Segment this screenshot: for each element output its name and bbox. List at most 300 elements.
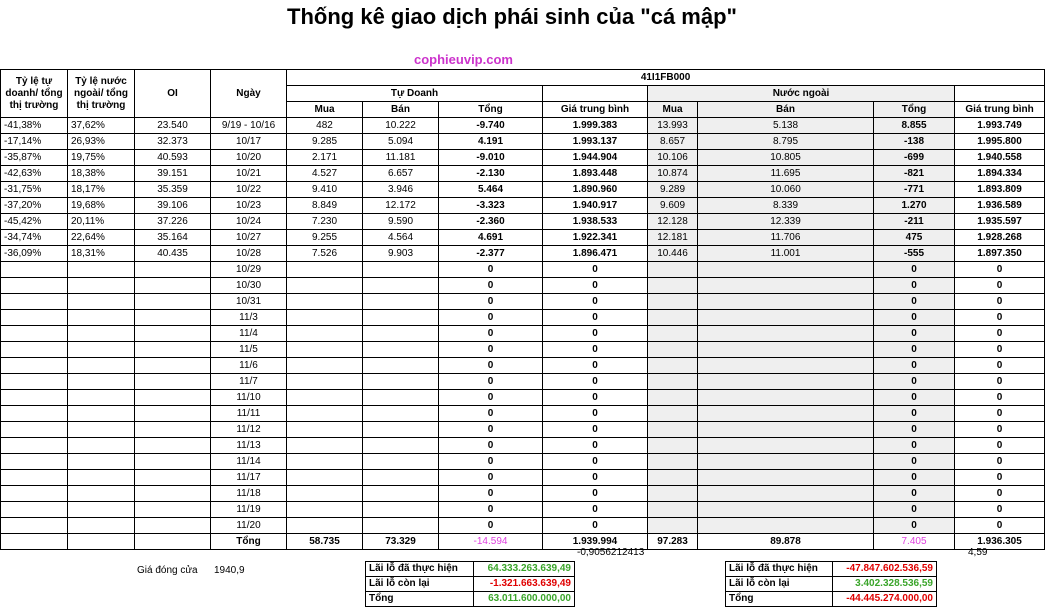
prop-buy-cell (287, 438, 363, 454)
date-cell: 11/11 (211, 406, 287, 422)
foreign-avg-cell: 0 (955, 342, 1045, 358)
header-prop-ratio: Tỷ lệ tự doanh/ tổng thị trường (1, 70, 68, 118)
foreign-avg-cell: 1.936.589 (955, 198, 1045, 214)
prop-sell-cell: 12.172 (363, 198, 439, 214)
prop-buy-cell: 7.230 (287, 214, 363, 230)
header-date: Ngày (211, 70, 287, 118)
prop-buy-cell (287, 486, 363, 502)
table-row (1, 150, 1045, 166)
header-prop-buy: Mua (287, 102, 363, 118)
foreign-sell-cell: 8.795 (698, 134, 874, 150)
table-row (1, 390, 1045, 406)
oi-cell (135, 294, 211, 310)
foreign-total-cell: 0 (874, 406, 955, 422)
prop-ratio-cell (1, 374, 68, 390)
table-row (1, 358, 1045, 374)
foreign-total-cell: 8.855 (874, 118, 955, 134)
foreign-sell-cell (698, 294, 874, 310)
oi-cell (135, 406, 211, 422)
prop-total-cell: -2.360 (439, 214, 543, 230)
prop-sell-cell (363, 358, 439, 374)
foreign-sell-cell (698, 438, 874, 454)
foreign-total-cell: 0 (874, 358, 955, 374)
prop-sell-cell (363, 406, 439, 422)
foreign-buy-cell (648, 438, 698, 454)
prop-ratio-cell (1, 502, 68, 518)
foreign-buy-cell: 12.128 (648, 214, 698, 230)
table-row (1, 374, 1045, 390)
header-foreign-ratio: Tỷ lệ nước ngoài/ tổng thị trường (68, 70, 135, 118)
foreign-sell-cell (698, 502, 874, 518)
foreign-avg-cell: 1.894.334 (955, 166, 1045, 182)
closing-price-value: 1940,9 (214, 565, 245, 576)
prop-buy-cell (287, 390, 363, 406)
foreign-ratio-cell: 18,31% (68, 246, 135, 262)
prop-avg-cell: 0 (543, 454, 648, 470)
foreign-ratio-cell (68, 486, 135, 502)
foreign-ratio-cell (68, 310, 135, 326)
prop-avg-cell: 0 (543, 518, 648, 534)
prop-buy-cell (287, 470, 363, 486)
foreign-ratio-cell (68, 262, 135, 278)
table-row (1, 518, 1045, 534)
table-row (1, 166, 1045, 182)
foreign-total-label: Tổng (726, 592, 833, 607)
foreign-buy-cell (648, 342, 698, 358)
prop-avg-cell: 0 (543, 422, 648, 438)
foreign-ratio-cell: 20,11% (68, 214, 135, 230)
prop-avg-cell: 1.896.471 (543, 246, 648, 262)
foreign-total-cell: -699 (874, 150, 955, 166)
prop-buy-cell (287, 502, 363, 518)
foreign-buy-cell (648, 422, 698, 438)
prop-buy-cell (287, 278, 363, 294)
prop-avg-cell: 0 (543, 342, 648, 358)
table-row (1, 294, 1045, 310)
prop-avg-cell: 0 (543, 470, 648, 486)
table-row (1, 502, 1045, 518)
prop-avg-cell: 1.993.137 (543, 134, 648, 150)
prop-avg-cell: 0 (543, 358, 648, 374)
foreign-buy-cell (648, 390, 698, 406)
prop-total-cell: 0 (439, 374, 543, 390)
date-cell: 11/18 (211, 486, 287, 502)
foreign-ratio-cell: 37,62% (68, 118, 135, 134)
prop-sell-cell (363, 518, 439, 534)
prop-avg-cell: 0 (543, 374, 648, 390)
table-row (1, 486, 1045, 502)
foreign-buy-cell (648, 310, 698, 326)
prop-total-cell: 0 (439, 390, 543, 406)
date-cell: 9/19 - 10/16 (211, 118, 287, 134)
foreign-avg-cell: 0 (955, 374, 1045, 390)
foreign-ratio-cell: 22,64% (68, 230, 135, 246)
prop-avg-cell: 0 (543, 278, 648, 294)
foreign-sell-cell (698, 342, 874, 358)
prop-total-cell: 4.191 (439, 134, 543, 150)
foreign-ratio-cell: 19,75% (68, 150, 135, 166)
table-row (1, 406, 1045, 422)
prop-total-cell: 4.691 (439, 230, 543, 246)
prop-buy-cell: 9.255 (287, 230, 363, 246)
date-cell: 11/3 (211, 310, 287, 326)
foreign-sell-cell: 11.001 (698, 246, 874, 262)
prop-buy-cell (287, 518, 363, 534)
prop-sell-cell: 4.564 (363, 230, 439, 246)
header-foreign-sell: Bán (698, 102, 874, 118)
oi-cell (135, 470, 211, 486)
header-foreign-buy: Mua (648, 102, 698, 118)
prop-total-cell: 0 (439, 486, 543, 502)
site-link[interactable]: cophieuvip.com (414, 52, 513, 67)
foreign-avg-cell: 1.940.558 (955, 150, 1045, 166)
foreign-buy-cell: 10.106 (648, 150, 698, 166)
foreign-total-cell: 0 (874, 518, 955, 534)
prop-ratio-cell (1, 470, 68, 486)
oi-cell: 23.540 (135, 118, 211, 134)
header-foreign: Nước ngoài (648, 86, 955, 102)
foreign-avg-cell: 0 (955, 406, 1045, 422)
foreign-sell-cell (698, 358, 874, 374)
prop-sell-cell: 11.181 (363, 150, 439, 166)
prop-sell-cell (363, 470, 439, 486)
foreign-sell-cell (698, 326, 874, 342)
prop-ratio-cell (1, 310, 68, 326)
prop-total-cell: 0 (439, 310, 543, 326)
prop-total-cell: -9.010 (439, 150, 543, 166)
foreign-total-cell: -138 (874, 134, 955, 150)
table-row (1, 326, 1045, 342)
foreign-total-cell: 0 (874, 374, 955, 390)
oi-cell (135, 278, 211, 294)
prop-buy-cell (287, 454, 363, 470)
foreign-buy-cell: 10.874 (648, 166, 698, 182)
prop-total-cell: 0 (439, 358, 543, 374)
date-cell: 11/17 (211, 470, 287, 486)
foreign-buy-cell (648, 358, 698, 374)
foreign-buy-cell: 13.993 (648, 118, 698, 134)
foreign-avg-cell: 0 (955, 518, 1045, 534)
foreign-buy-cell: 12.181 (648, 230, 698, 246)
prop-avg-cell: 0 (543, 310, 648, 326)
foreign-realized-label: Lãi lỗ đã thực hiện (726, 562, 833, 577)
prop-total-cell: -9.740 (439, 118, 543, 134)
totals-row (1, 534, 1045, 550)
foreign-ratio-cell (68, 518, 135, 534)
date-cell: 11/13 (211, 438, 287, 454)
header-foreign-total: Tổng (874, 102, 955, 118)
prop-ratio-cell (1, 278, 68, 294)
header-prop-sell: Bán (363, 102, 439, 118)
header-prop-trading: Tự Doanh (287, 86, 543, 102)
prop-ratio-cell (1, 326, 68, 342)
foreign-open-value: 3.402.328.536,59 (832, 577, 936, 592)
oi-cell (135, 326, 211, 342)
prop-buy-cell (287, 310, 363, 326)
foreign-total-cell: 0 (874, 390, 955, 406)
foreign-total-cell: -211 (874, 214, 955, 230)
foreign-buy-cell (648, 278, 698, 294)
foreign-ratio-cell: 26,93% (68, 134, 135, 150)
prop-avg-cell: 0 (543, 326, 648, 342)
foreign-ratio-cell (68, 342, 135, 358)
page-title: Thống kê giao dịch phái sinh của "cá mập" (287, 4, 737, 29)
prop-buy-cell: 8.849 (287, 198, 363, 214)
prop-total-cell: 0 (439, 262, 543, 278)
prop-total-cell: 0 (439, 518, 543, 534)
foreign-buy-cell (648, 294, 698, 310)
prop-pnl-table (365, 561, 575, 607)
prop-buy-cell (287, 342, 363, 358)
foreign-buy-cell (648, 454, 698, 470)
date-cell: 11/10 (211, 390, 287, 406)
prop-sell-cell (363, 262, 439, 278)
prop-avg-cell: 0 (543, 438, 648, 454)
prop-ratio-cell: -37,20% (1, 198, 68, 214)
prop-buy-cell: 9.285 (287, 134, 363, 150)
foreign-avg-cell: 0 (955, 310, 1045, 326)
prop-realized-label: Lãi lỗ đã thực hiện (366, 562, 474, 577)
totals-foreign-buy: 97.283 (648, 534, 698, 550)
foreign-total-cell: 475 (874, 230, 955, 246)
prop-sell-cell (363, 454, 439, 470)
prop-total-cell: 0 (439, 422, 543, 438)
foreign-sell-cell: 5.138 (698, 118, 874, 134)
oi-cell (135, 502, 211, 518)
prop-total-cell: 0 (439, 326, 543, 342)
foreign-total-cell: 0 (874, 454, 955, 470)
prop-avg-cell: 1.999.383 (543, 118, 648, 134)
prop-ratio-cell (1, 294, 68, 310)
prop-sell-cell (363, 374, 439, 390)
oi-cell (135, 518, 211, 534)
foreign-avg-cell: 0 (955, 454, 1045, 470)
prop-total-cell: -2.377 (439, 246, 543, 262)
foreign-avg-cell: 1.928.268 (955, 230, 1045, 246)
date-cell: 10/17 (211, 134, 287, 150)
oi-cell (135, 262, 211, 278)
prop-open-label: Lãi lỗ còn lại (366, 577, 474, 592)
prop-buy-cell (287, 374, 363, 390)
prop-buy-cell: 9.410 (287, 182, 363, 198)
foreign-ratio-cell (68, 358, 135, 374)
prop-avg-cell: 0 (543, 486, 648, 502)
oi-cell: 32.373 (135, 134, 211, 150)
prop-sell-cell: 6.657 (363, 166, 439, 182)
foreign-ratio-cell: 18,38% (68, 166, 135, 182)
foreign-avg-cell: 0 (955, 438, 1045, 454)
prop-ratio-cell (1, 486, 68, 502)
header-oi: OI (135, 70, 211, 118)
prop-avg-cell: 0 (543, 294, 648, 310)
prop-total-cell: 0 (439, 294, 543, 310)
date-cell: 10/23 (211, 198, 287, 214)
foreign-total-value: -44.445.274.000,00 (832, 592, 936, 607)
prop-sell-cell: 9.590 (363, 214, 439, 230)
foreign-total-cell: 0 (874, 470, 955, 486)
date-cell: 11/19 (211, 502, 287, 518)
foreign-ratio-cell (68, 454, 135, 470)
foreign-sell-cell (698, 310, 874, 326)
table-row (1, 230, 1045, 246)
prop-avg-cell: 1.922.341 (543, 230, 648, 246)
oi-cell (135, 486, 211, 502)
foreign-sell-cell (698, 518, 874, 534)
prop-avg-cell: 0 (543, 390, 648, 406)
foreign-avg-cell: 0 (955, 278, 1045, 294)
prop-total-cell: -2.130 (439, 166, 543, 182)
oi-cell: 39.151 (135, 166, 211, 182)
foreign-buy-cell (648, 502, 698, 518)
prop-ratio-cell (1, 262, 68, 278)
prop-avg-cell: 0 (543, 502, 648, 518)
foreign-avg-cell: 0 (955, 422, 1045, 438)
foreign-buy-cell (648, 326, 698, 342)
foreign-avg-cell: 0 (955, 262, 1045, 278)
prop-buy-cell (287, 294, 363, 310)
prop-sell-cell (363, 278, 439, 294)
derivatives-table (0, 69, 1045, 550)
prop-buy-cell (287, 326, 363, 342)
date-cell: 10/29 (211, 262, 287, 278)
prop-open-value: -1.321.663.639,49 (473, 577, 574, 592)
prop-avg-cell: 0 (543, 406, 648, 422)
prop-sell-cell (363, 502, 439, 518)
foreign-buy-cell: 9.289 (648, 182, 698, 198)
prop-buy-cell (287, 262, 363, 278)
oi-cell: 37.226 (135, 214, 211, 230)
foreign-avg-cell: 1.897.350 (955, 246, 1045, 262)
foreign-sell-cell (698, 486, 874, 502)
oi-cell: 39.106 (135, 198, 211, 214)
oi-cell (135, 374, 211, 390)
totals-prop-total: -14.594 (439, 534, 543, 550)
date-cell: 11/5 (211, 342, 287, 358)
date-cell: 10/28 (211, 246, 287, 262)
header-foreign-avg: Giá trung bình (955, 102, 1045, 118)
table-row (1, 278, 1045, 294)
foreign-avg-cell: 1.893.809 (955, 182, 1045, 198)
foreign-ratio-cell (68, 438, 135, 454)
foreign-buy-cell: 9.609 (648, 198, 698, 214)
prop-ratio-cell: -35,87% (1, 150, 68, 166)
foreign-ratio-cell (68, 390, 135, 406)
foreign-total-cell: 0 (874, 342, 955, 358)
header-contract: 41I1FB000 (287, 70, 1045, 86)
oi-cell: 35.164 (135, 230, 211, 246)
prop-total-cell: 0 (439, 470, 543, 486)
foreign-avg-cell: 1.993.749 (955, 118, 1045, 134)
foreign-buy-cell: 10.446 (648, 246, 698, 262)
date-cell: 11/6 (211, 358, 287, 374)
totals-label: Tổng (211, 534, 287, 550)
prop-buy-cell (287, 406, 363, 422)
prop-ratio-cell: -42,63% (1, 166, 68, 182)
prop-ratio-cell (1, 342, 68, 358)
prop-ratio-cell (1, 422, 68, 438)
foreign-sell-cell: 12.339 (698, 214, 874, 230)
foreign-sell-cell (698, 278, 874, 294)
prop-sell-cell (363, 438, 439, 454)
oi-cell (135, 342, 211, 358)
foreign-sell-cell (698, 390, 874, 406)
foreign-ratio-cell (68, 326, 135, 342)
header-prop-total: Tổng (439, 102, 543, 118)
foreign-total-cell: -555 (874, 246, 955, 262)
prop-ratio-cell: -31,75% (1, 182, 68, 198)
table-row (1, 134, 1045, 150)
foreign-sell-cell: 11.695 (698, 166, 874, 182)
table-row (1, 262, 1045, 278)
prop-avg-cell: 1.890.960 (543, 182, 648, 198)
date-cell: 10/21 (211, 166, 287, 182)
foreign-avg-cell: 1.935.597 (955, 214, 1045, 230)
foreign-avg-cell: 1.995.800 (955, 134, 1045, 150)
foreign-sell-cell (698, 262, 874, 278)
foreign-total-cell: 0 (874, 310, 955, 326)
table-body (1, 118, 1045, 534)
date-cell: 11/20 (211, 518, 287, 534)
date-cell: 10/31 (211, 294, 287, 310)
totals-prop-buy: 58.735 (287, 534, 363, 550)
oi-cell (135, 390, 211, 406)
foreign-open-label: Lãi lỗ còn lại (726, 577, 833, 592)
prop-ratio-cell (1, 454, 68, 470)
totals-foreign-total: 7.405 (874, 534, 955, 550)
foreign-sell-cell (698, 406, 874, 422)
prop-realized-value: 64.333.263.639,49 (473, 562, 574, 577)
foreign-avg-cell: 0 (955, 326, 1045, 342)
prop-sell-cell: 5.094 (363, 134, 439, 150)
prop-sell-cell (363, 326, 439, 342)
prop-ratio-cell (1, 390, 68, 406)
foreign-realized-value: -47.847.602.536,59 (832, 562, 936, 577)
date-cell: 11/14 (211, 454, 287, 470)
foreign-ratio-cell (68, 294, 135, 310)
date-cell: 10/24 (211, 214, 287, 230)
totals-prop-avg: 1.939.994 (543, 534, 648, 550)
date-cell: 10/27 (211, 230, 287, 246)
oi-cell (135, 438, 211, 454)
foreign-buy-cell (648, 518, 698, 534)
foreign-buy-cell: 8.657 (648, 134, 698, 150)
foreign-buy-cell (648, 374, 698, 390)
prop-total-cell: -3.323 (439, 198, 543, 214)
foreign-total-cell: -771 (874, 182, 955, 198)
foreign-buy-cell (648, 486, 698, 502)
prop-sell-cell (363, 294, 439, 310)
foreign-sell-cell (698, 470, 874, 486)
foreign-ratio-cell: 18,17% (68, 182, 135, 198)
foreign-ratio-cell (68, 406, 135, 422)
foreign-total-cell: 0 (874, 262, 955, 278)
oi-cell (135, 358, 211, 374)
prop-total-label: Tổng (366, 592, 474, 607)
foreign-ratio-note: 4,59 (968, 547, 988, 558)
prop-sell-cell (363, 422, 439, 438)
foreign-buy-cell (648, 262, 698, 278)
prop-sell-cell (363, 486, 439, 502)
table-row (1, 118, 1045, 134)
foreign-ratio-cell: 19,68% (68, 198, 135, 214)
prop-ratio-cell (1, 358, 68, 374)
prop-total-cell: 0 (439, 438, 543, 454)
foreign-sell-cell: 10.805 (698, 150, 874, 166)
prop-ratio-cell: -45,42% (1, 214, 68, 230)
prop-total-cell: 0 (439, 406, 543, 422)
prop-total-cell: 0 (439, 454, 543, 470)
foreign-avg-cell: 0 (955, 294, 1045, 310)
